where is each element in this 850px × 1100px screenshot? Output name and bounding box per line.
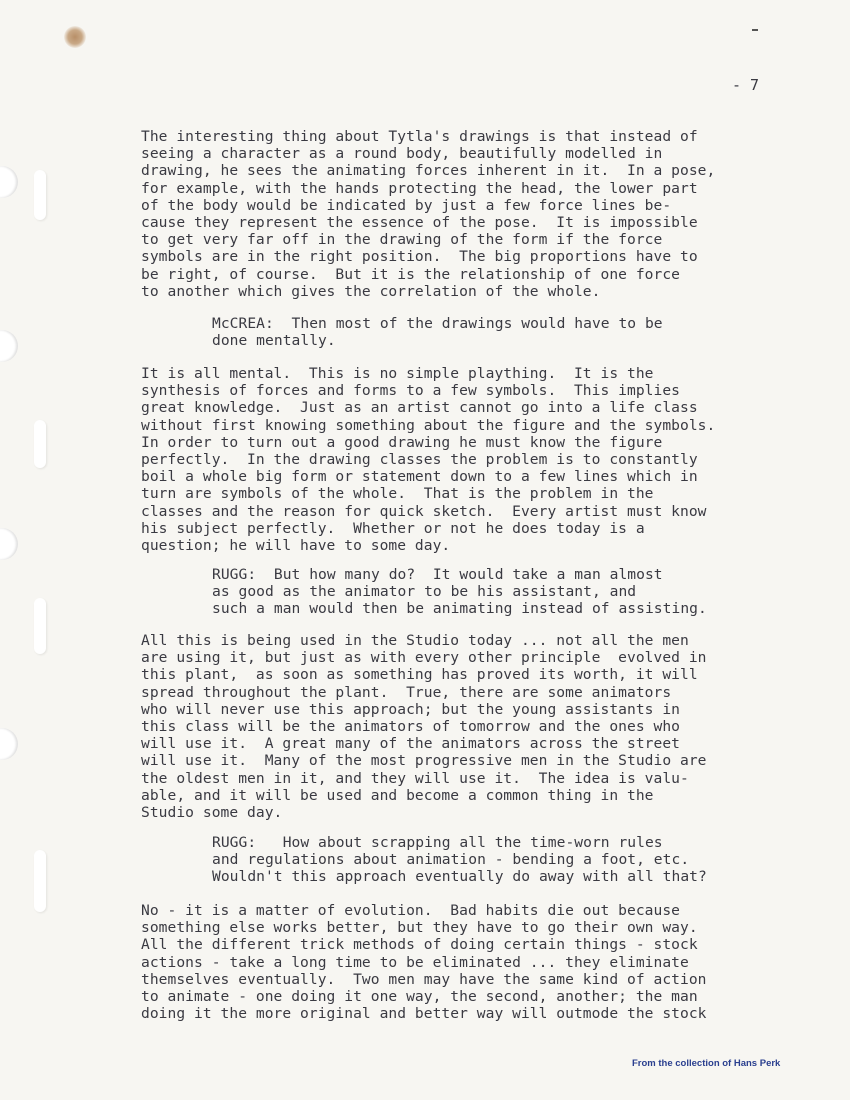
binder-hole-1 [0, 166, 18, 198]
binder-hole-4 [0, 728, 18, 760]
binder-tab-3 [34, 598, 46, 654]
paragraph-1: The interesting thing about Tytla's drawings is that instead of seeing a character as a round body, beautifully modelled in drawing, he sees the animating forces inherent in it. In a pose, for example, with the hands protecting the head, the lower part of the body would be indicated by just a few force lines be- cause they represent the essence of the pose. It is impossible to get very far off in the drawing of the form if the force symbols are in the right position. The big proportions have to be right, of course. But it is the relationship of one force to another which gives the correlation of the whole. [141, 128, 716, 300]
paper-stain [64, 26, 86, 48]
paragraph-3: All this is being used in the Studio today ... not all the men are using it, but just as with every other principle evolved in this plant, as soon as something has proved its worth, it will spread throughout the plant. True, there are some animators who will never use this approach; but the young assistants in this class will be the animators of tomorrow and the ones who will use it. A great many of the animators across the street will use it. Many of the most progressive men in the Studio are the oldest men in it, and they will use it. The idea is valu- able, and it will be used and become a common thing in the Studio some day. [141, 632, 707, 822]
dialogue-mccrea: McCREA: Then most of the drawings would have to be done mentally. [212, 315, 663, 350]
binder-hole-3 [0, 528, 18, 560]
dialogue-rugg-2: RUGG: How about scrapping all the time-worn rules and regulations about animation - bending a foot, etc. Wouldn't this approach eventually do away with all that? [212, 834, 707, 886]
collection-credit: From the collection of Hans Perk [632, 1058, 781, 1069]
binder-tab-1 [34, 170, 46, 220]
ink-mark [752, 29, 758, 31]
binder-tab-2 [34, 420, 46, 468]
binder-tab-4 [34, 850, 46, 912]
paragraph-4: No - it is a matter of evolution. Bad habits die out because something else works better, but they have to go their own way. All the different trick methods of doing certain things - stock actions - take a long time to be eliminated ... they eliminate themselves eventually. Two men may have the same kind of action to animate - one doing it one way, the second, another; the man doing it the more original and better way will outmode the stock [141, 902, 707, 1023]
dialogue-rugg-1: RUGG: But how many do? It would take a man almost as good as the animator to be his assistant, and such a man would then be animating instead of assisting. [212, 566, 707, 618]
paragraph-2: It is all mental. This is no simple plaything. It is the synthesis of forces and forms to a few symbols. This implies great knowledge. Just as an artist cannot go into a life class without first knowing something about the figure and the symbols. In order to turn out a good drawing he must know the figure perfectly. In the drawing classes the problem is to constantly boil a whole big form or statement down to a few lines which in turn are symbols of the whole. That is the problem in the classes and the reason for quick sketch. Every artist must know his subject perfectly. Whether or not he does today is a question; he will have to some day. [141, 365, 716, 555]
page-number: - 7 [732, 76, 760, 94]
binder-hole-2 [0, 330, 18, 362]
